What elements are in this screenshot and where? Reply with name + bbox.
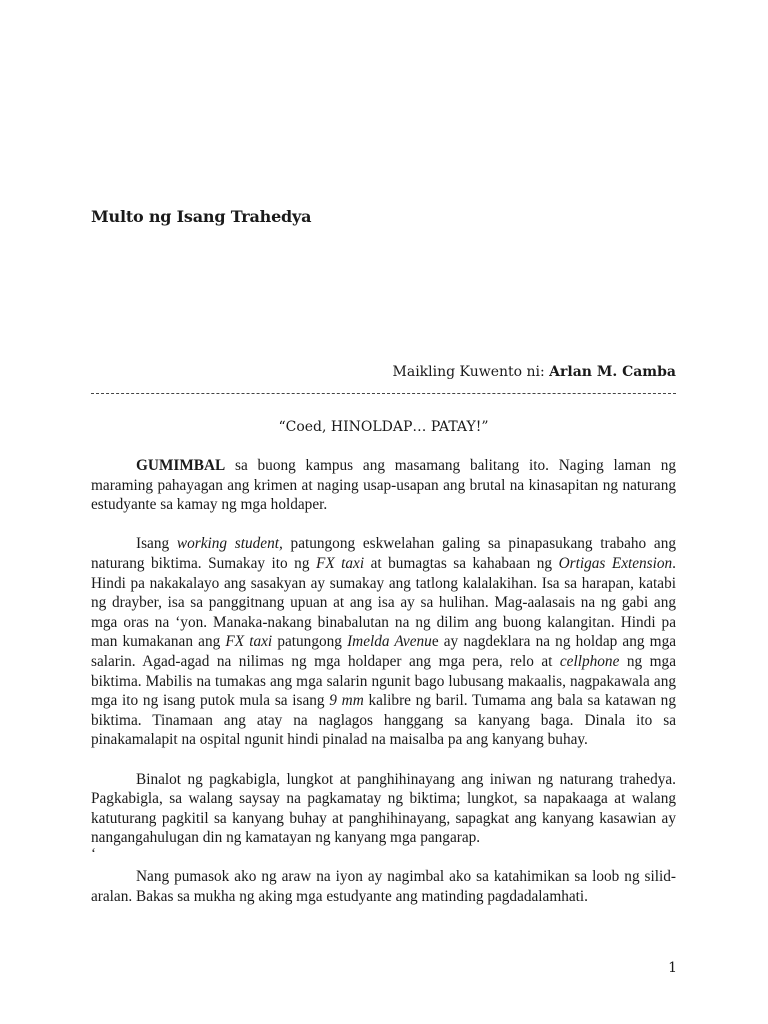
- text-run: GUMIMBAL: [136, 457, 226, 474]
- text-run: cellphone: [559, 652, 620, 670]
- text-run: ng mga biktima. Mabilis na tumakas ang mga salarin ngunit bago lubusang makaalis, nagpakawala ang mga ito ng isang putok mula sa isang: [91, 652, 676, 710]
- text-run: FX taxi: [225, 633, 273, 651]
- text-run: Isang: [136, 535, 177, 553]
- byline: [393, 364, 676, 380]
- text-run: FX taxi: [315, 554, 365, 572]
- page-number: 1: [668, 960, 677, 976]
- text-run: Binalot ng pagkabigla, lungkot at panghihinayang ang iniwan ng naturang trahedya. Pagkabigla, sa walang saysay na pagkamatay ng biktima; lungkot, sa napakaaga at walang katuturang pagkitil sa kanyang buhay at panghihinayang, sapagkat ang kanyang kasawian ay nangangahulugan din ng kamatayan ng kanyang mga pangarap.: [91, 770, 676, 847]
- story-body: [91, 456, 676, 907]
- text-run: Imelda Avenu: [347, 633, 432, 651]
- paragraph-3: [91, 770, 676, 848]
- story-title: Multo ng Isang Trahedya: [91, 207, 312, 226]
- text-run: . Hindi pa nakakalayo ang sasakyan ay sumakay ang tatlong kalalakihan. Isa sa harapan, katabi ng drayber, isa sa panggitnang upuan at ang isa ay sa hulihan. Mag-aalasais na ng gabi ang mga oras na ‘yon. Manaka-nakang binabalutan na ng dilim ang buong kalangitan. Hindi pa man kumakanan ang: [91, 554, 676, 651]
- byline-prefix: Maikling Kuwento ni:: [392, 364, 545, 380]
- paragraph-4: [91, 867, 676, 906]
- text-run: sa buong kampus ang masamang balitang ito. Naging laman ng maraming pahayagan ang krimen at naging usap-usapan ang brutal na kinasapitan ng naturang estudyante sa kamay ng mga holdaper.: [91, 457, 676, 514]
- text-run: kalibre ng baril. Tumama ang bala sa katawan ng biktima. Tinamaan ang atay na naglagos hanggang sa kanyang baga. Dinala ito sa pinakamalapit na ospital ngunit hindi pinalad na maisalba pa ang kanyang buhay.: [91, 692, 676, 749]
- text-run: 9 mm: [329, 692, 364, 710]
- dashed-divider: [91, 393, 676, 394]
- text-run: at bumagtas sa kahabaan ng: [364, 554, 559, 572]
- text-run: patungong: [272, 633, 348, 651]
- paragraph-1: [91, 456, 676, 515]
- text-run: e ay nagdeklara na ng holdap ang mga salarin. Agad-agad na nilimas ng mga holdaper ang mga pera, relo at: [91, 633, 677, 670]
- paragraph-2: [91, 534, 676, 750]
- byline-author: Arlan M. Camba: [549, 364, 676, 380]
- text-run: patungong eskwelahan galing sa pinapasukang trabaho ang naturang biktima. Sumakay ito ng: [91, 535, 676, 572]
- news-headline: “Coed, HINOLDAP… PATAY!”: [278, 419, 489, 435]
- stray-quote-mark: ‘: [91, 845, 96, 862]
- text-run: Ortigas Extension: [558, 554, 673, 572]
- text-run: Nang pumasok ako ng araw na iyon ay nagimbal ako sa katahimikan sa loob ng silid-aralan. Bakas sa mukha ng aking mga estudyante ang matinding pagdadalamhati.: [91, 868, 676, 906]
- text-run: working student,: [176, 535, 283, 553]
